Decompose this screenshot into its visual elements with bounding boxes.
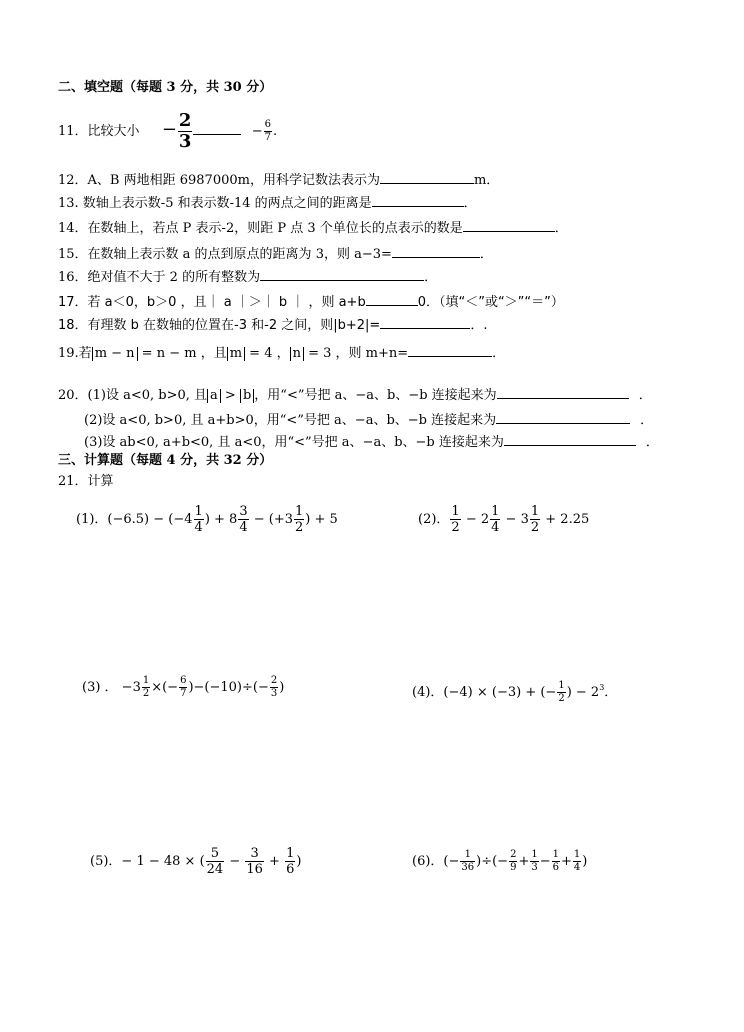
abs-a: a bbox=[207, 389, 221, 403]
answer-blank-15[interactable] bbox=[392, 245, 480, 258]
question-19: 19.若 m − n = n − m ，且 m = 4 ， n = 3 ，则 m+n= ． bbox=[58, 346, 506, 361]
answer-blank-18[interactable] bbox=[380, 316, 470, 329]
answer-blank-11[interactable] bbox=[193, 122, 241, 135]
problem-1: (1)．(−6.5) − (−4 $\frac{1}{4}$ ) + 8 $\frac{3}{4}$ − (+3 $\frac{1}{2}$ ) + 5 bbox=[76, 504, 338, 535]
question-12: 12．A、B 两地相距 6987000m，用科学记数法表示为 m． bbox=[58, 173, 500, 188]
answer-blank-16[interactable] bbox=[260, 268, 424, 281]
abs-m: m bbox=[227, 347, 245, 361]
fraction-2-3: $\frac{2}{3}$ bbox=[178, 110, 192, 152]
question-14: 14．在数轴上，若点 P 表示-2，则距 P 点 3 个单位长的点表示的数是 ． bbox=[58, 221, 568, 236]
question-16: 16．绝对值不大于 2 的所有整数为 ． bbox=[58, 270, 438, 285]
abs-b: b bbox=[240, 389, 254, 403]
answer-blank-20-3[interactable] bbox=[504, 433, 636, 446]
question-20-part-1: 20．(1)设 a<0, b>0, 且 a > b ，用“<”号把 a、−a、b、−b 连接起来为 ． bbox=[58, 388, 652, 403]
problem-3: (3) ． −3 $\frac{1}{2}$ ×(− $\frac{6}{7}$ )−(−10)÷(− $\frac{2}{3}$ ) bbox=[82, 675, 285, 699]
question-20-part-2: (2)设 a<0, b>0, 且 a+b>0，用“<”号把 a、−a、b、−b 连接起来为 ． bbox=[84, 413, 654, 428]
problem-6: (6)．(− $\frac{1}{36}$ )÷(− $\frac{2}{9}$ + $\frac{1}{3}$ − $\frac{1}{6}$ + $\frac{1}{4}$ ) bbox=[412, 849, 588, 873]
answer-blank-20-2[interactable] bbox=[496, 411, 630, 424]
fraction-6-7: $\frac{6}{7}$ bbox=[264, 119, 272, 143]
question-18: 18．有理数 b 在数轴的位置在-3 和-2 之间，则|b+2|= ．. bbox=[58, 318, 488, 333]
section-2-title: 二、填空题（每题 3 分，共 30 分） bbox=[58, 80, 273, 95]
question-20-part-3: (3)设 ab<0, a+b<0, 且 a<0，用“<”号把 a、−a、b、−b 连接起来为 ． bbox=[84, 435, 659, 450]
question-21-label: 21．计算 bbox=[58, 474, 114, 489]
answer-blank-12[interactable] bbox=[380, 171, 474, 184]
question-15: 15．在数轴上表示数 a 的点到原点的距离为 3，则 a−3= ． bbox=[58, 247, 493, 262]
question-13: 13. 数轴上表示数-5 和表示数-14 的两点之间的距离是 ． bbox=[58, 196, 477, 211]
problem-2: (2)． $\frac{1}{2}$ − 2 $\frac{1}{4}$ − 3 $\frac{1}{2}$ + 2.25 bbox=[418, 504, 590, 535]
answer-blank-17[interactable] bbox=[366, 293, 418, 306]
abs-n: n bbox=[290, 347, 304, 361]
abs-m-minus-n: m − n bbox=[92, 347, 138, 361]
problem-5: (5)．− 1 − 48 × ( $\frac{5}{24}$ − $\frac{3}{16}$ + $\frac{1}{6}$ ) bbox=[90, 846, 302, 877]
problem-4: (4)．(−4) × (−3) + (− $\frac{1}{2}$ ) − $2^3$． bbox=[412, 680, 618, 704]
question-17: 17．若 a＜0，b＞0 ，且｜ a ｜＞｜ b ｜ ，则 a+b 0．（填“＜”或“＞”“＝”） bbox=[58, 295, 564, 310]
section-3-title: 三、计算题（每题 4 分，共 32 分） bbox=[58, 453, 273, 468]
answer-blank-20-1[interactable] bbox=[497, 386, 629, 399]
answer-blank-14[interactable] bbox=[463, 219, 555, 232]
answer-blank-19[interactable] bbox=[408, 344, 492, 357]
question-11: 11．比较大小 − $\frac{2}{3}$ − $\frac{6}{7}$ . bbox=[58, 110, 278, 152]
answer-blank-13[interactable] bbox=[372, 194, 464, 207]
